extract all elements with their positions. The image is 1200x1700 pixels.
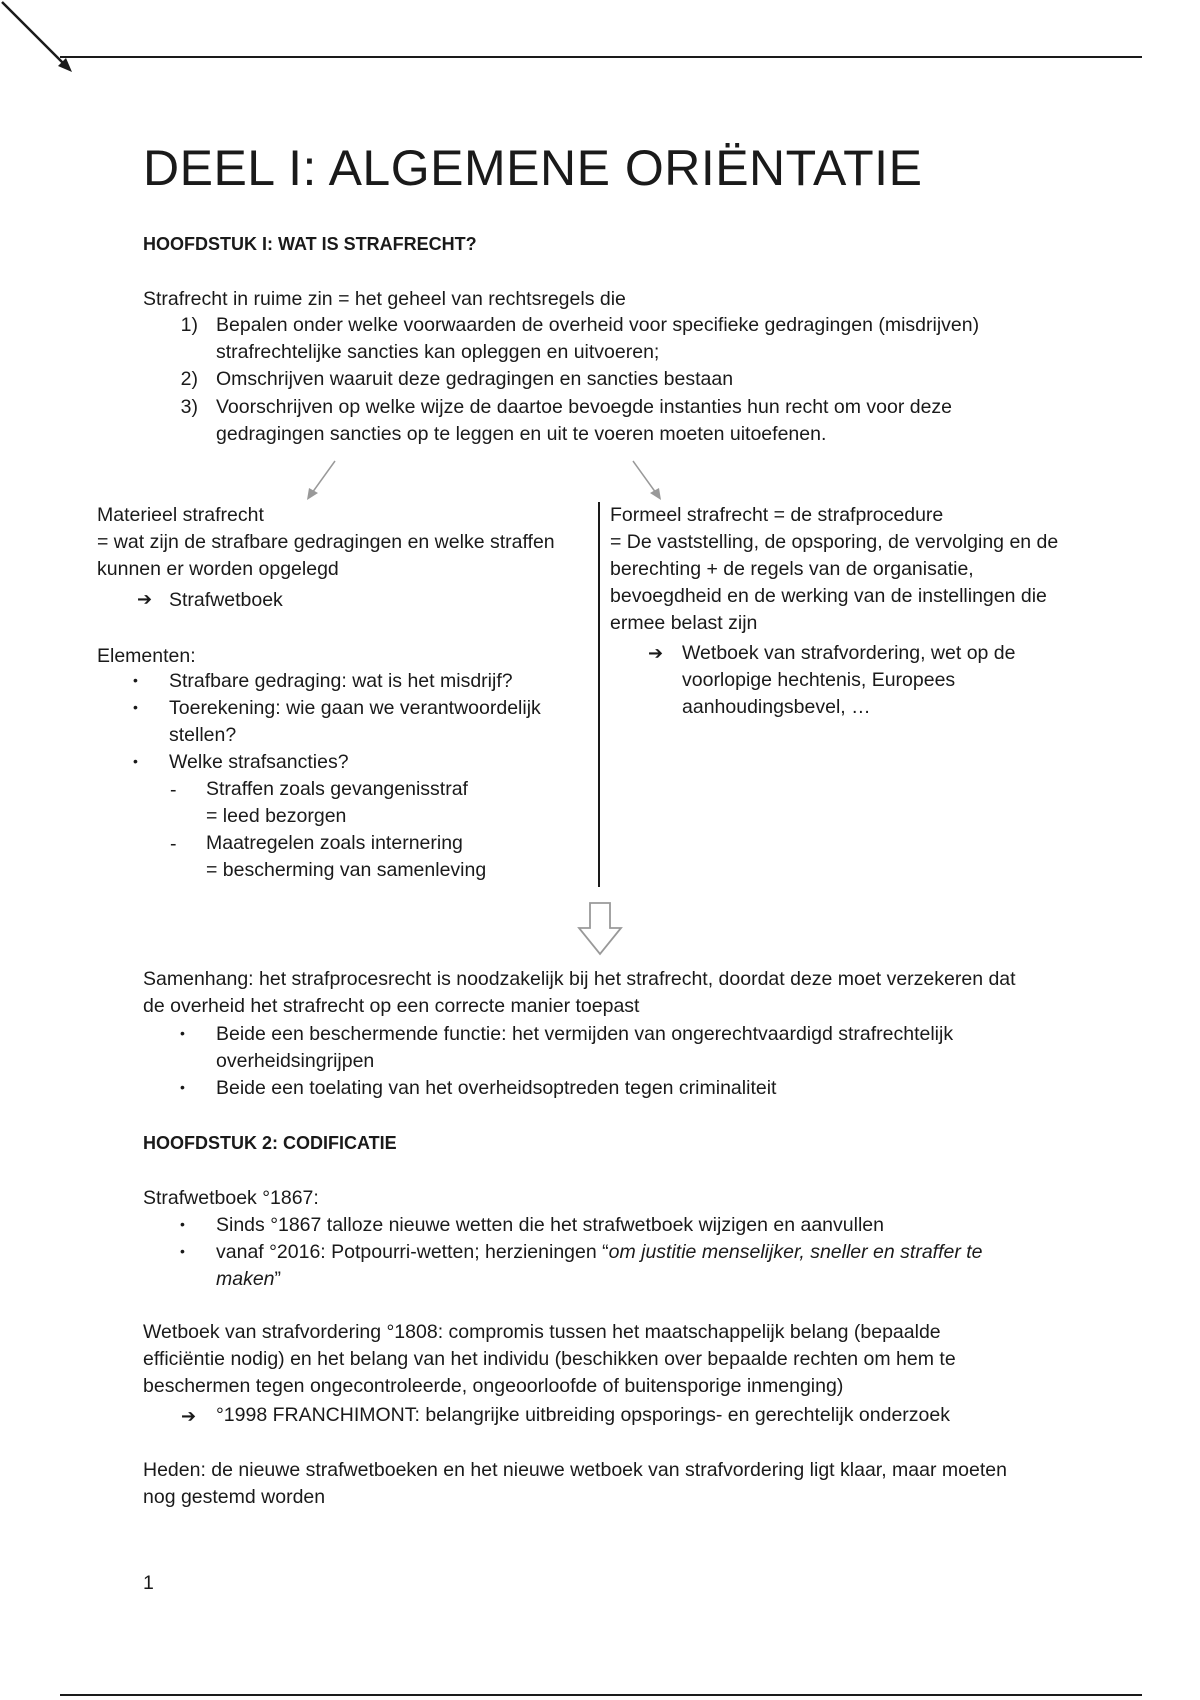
dash-icon: - bbox=[170, 833, 177, 855]
samenhang-paragraph: Samenhang: het strafprocesrecht is noodzakelijk bij het strafrecht, doordat deze moet verzekeren dat de overheid het strafrecht op een correcte manier toepast bbox=[143, 968, 1016, 1017]
list-item: Beide een beschermende functie: het vermijden van ongerechtvaardigd strafrechtelijk overheidsingrijpen bbox=[216, 1023, 954, 1072]
bullet-icon: • bbox=[180, 1243, 185, 1259]
split-arrows-icon bbox=[290, 455, 680, 505]
list-item: Straffen zoals gevangenisstraf = leed bezorgen bbox=[206, 778, 468, 827]
dash-icon: - bbox=[170, 779, 177, 801]
bullet-icon: • bbox=[133, 699, 138, 715]
heden-paragraph: Heden: de nieuwe strafwetboeken en het nieuwe wetboek van strafvordering ligt klaar, maar moeten nog gestemd worden bbox=[143, 1459, 1007, 1508]
list-item-marker: 2) bbox=[180, 368, 198, 390]
arrow-bullet-icon: ➔ bbox=[137, 589, 153, 609]
list-item: Toerekening: wie gaan we verantwoordelijk stellen? bbox=[169, 697, 541, 746]
down-arrow-icon bbox=[575, 900, 625, 958]
material-title: Materieel strafrecht bbox=[97, 504, 264, 526]
list-item: Beide een toelating van het overheidsoptreden tegen criminaliteit bbox=[216, 1077, 777, 1099]
list-item: Welke strafsancties? bbox=[169, 751, 349, 773]
wetboek-paragraph: Wetboek van strafvordering °1808: compromis tussen het maatschappelijk belang (bepaalde efficiëntie nodig) en het belang van het individu (beschikken over bepaalde rechten om hem te beschermen tegen ongecontroleerde, ongeoorloofde of buitensporige inmenging) bbox=[143, 1321, 956, 1397]
strafwetboek-item: Strafwetboek bbox=[169, 589, 283, 611]
list-item: Maatregelen zoals internering = bescherming van samenleving bbox=[206, 832, 487, 881]
franchimont-item: °1998 FRANCHIMONT: belangrijke uitbreiding opsporings- en gerechtelijk onderzoek bbox=[216, 1404, 950, 1426]
left-column: Materieel strafrecht = wat zijn de strafbare gedragingen en welke straffen kunnen er worden opgelegd bbox=[97, 504, 555, 580]
list-item-marker: 3) bbox=[180, 396, 198, 418]
bullet-icon: • bbox=[180, 1216, 185, 1232]
strafwetboek-label: Strafwetboek °1867: bbox=[143, 1187, 319, 1209]
corner-arrow-icon bbox=[0, 0, 80, 80]
arrow-item: Wetboek van strafvordering, wet op de voorlopige hechtenis, Europees aanhoudingsbevel, … bbox=[682, 642, 1016, 718]
list-item: vanaf °2016: Potpourri-wetten; herzieningen “om justitie menselijker, sneller en straffer te maken” bbox=[216, 1241, 983, 1290]
column-divider bbox=[598, 502, 600, 887]
header-rule bbox=[60, 56, 1142, 58]
list-item: Strafbare gedraging: wat is het misdrijf? bbox=[169, 670, 513, 692]
chapter-2-heading: HOOFDSTUK 2: CODIFICATIE bbox=[143, 1133, 397, 1153]
page-number: 1 bbox=[143, 1572, 154, 1594]
elements-label: Elementen: bbox=[97, 645, 196, 667]
right-column: Formeel strafrecht = de strafprocedure = De vaststelling, de opsporing, de vervolging en de berechting + de regels van de organisatie, bevoegdheid en de werking van de instellingen die ermee belast zijn bbox=[610, 504, 1059, 634]
footer-rule bbox=[60, 1694, 1142, 1696]
arrow-bullet-icon: ➔ bbox=[181, 1406, 197, 1426]
list-item-text: Bepalen onder welke voorwaarden de overheid voor specifieke gedragingen (misdrijven) strafrechtelijke sancties kan opleggen en uitvoeren; bbox=[216, 314, 980, 363]
chapter-1-intro: Strafrecht in ruime zin = het geheel van rechtsregels die bbox=[143, 288, 626, 310]
bullet-icon: • bbox=[180, 1025, 185, 1041]
formal-title: Formeel strafrecht = de strafprocedure bbox=[610, 504, 944, 526]
bullet-icon: • bbox=[133, 753, 138, 769]
arrow-bullet-icon: ➔ bbox=[648, 643, 664, 663]
list-item-marker: 1) bbox=[180, 314, 198, 336]
list-item: Sinds °1867 talloze nieuwe wetten die het strafwetboek wijzigen en aanvullen bbox=[216, 1214, 884, 1236]
page-title: DEEL I: ALGEMENE ORIËNTATIE bbox=[143, 140, 923, 196]
list-item-text: Omschrijven waaruit deze gedragingen en sancties bestaan bbox=[216, 368, 734, 390]
bullet-icon: • bbox=[133, 672, 138, 688]
chapter-1-heading: HOOFDSTUK I: WAT IS STRAFRECHT? bbox=[143, 234, 477, 254]
list-item-text: Voorschrijven op welke wijze de daartoe bevoegde instanties hun recht om voor deze gedragingen sancties op te leggen en uit te voeren moeten uitoefenen. bbox=[216, 396, 953, 445]
bullet-icon: • bbox=[180, 1079, 185, 1095]
